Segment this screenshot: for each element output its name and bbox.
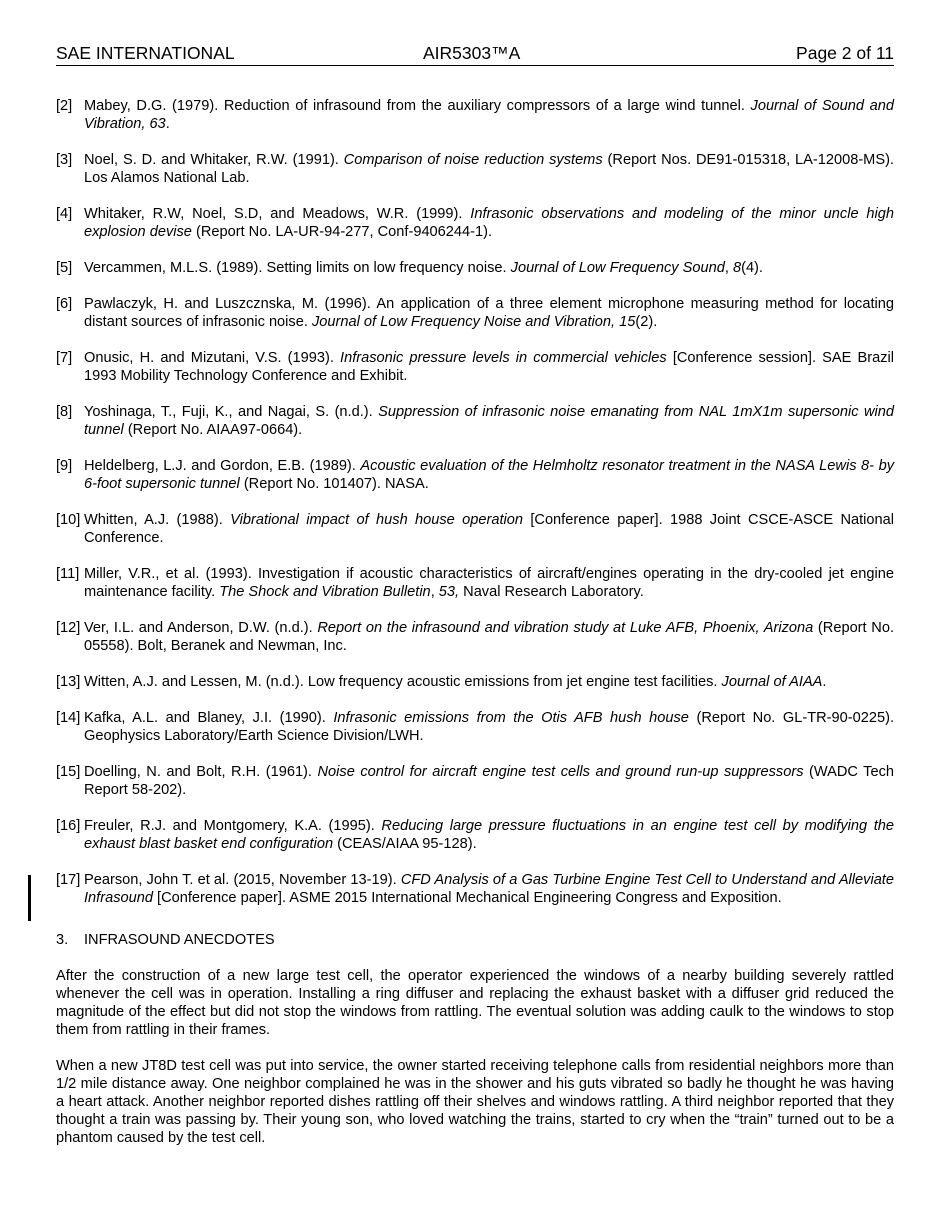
reference-text: (WADC Tech Report 58-202). xyxy=(84,764,894,798)
reference-entry xyxy=(56,259,894,277)
reference-text: (Report No. 05558). Bolt, Beranek and Newman, Inc. xyxy=(84,620,894,654)
section-infrasound-anecdotes xyxy=(56,931,894,1165)
reference-number: [14] xyxy=(56,710,81,726)
reference-text: (Report No. LA-UR-94-277, Conf-9406244-1). xyxy=(191,224,493,240)
reference-entry xyxy=(56,817,894,853)
reference-text: (2). xyxy=(635,314,658,330)
section-number: 3. xyxy=(56,932,69,948)
reference-number: [13] xyxy=(56,674,81,690)
reference-text: (4). xyxy=(741,260,763,276)
reference-number: [15] xyxy=(56,764,81,780)
reference-entry xyxy=(56,205,894,241)
reference-title: Infrasonic observations and modeling of the minor uncle high explosion devise xyxy=(84,206,894,240)
reference-number: [3] xyxy=(56,152,73,168)
reference-number: [11] xyxy=(56,566,80,582)
reference-number: [7] xyxy=(56,350,73,366)
reference-text: (Report No. 101407). NASA. xyxy=(239,476,429,492)
reference-title: Journal of AIAA xyxy=(721,674,823,690)
reference-text: . xyxy=(165,116,170,132)
reference-text: Pawlaczyk, H. and Luszcznska, M. (1996). An application of a three element microphone measuring method for locating distant sources of infrasonic noise. xyxy=(84,296,894,330)
reference-entry xyxy=(56,871,894,907)
reference-entry xyxy=(56,565,894,601)
reference-text: Mabey, D.G. (1979). Reduction of infrasound from the auxiliary compressors of a large wind tunnel. xyxy=(84,98,751,114)
reference-entry xyxy=(56,295,894,331)
reference-title: The Shock and Vibration Bulletin xyxy=(219,584,431,600)
reference-text: Vercammen, M.L.S. (1989). Setting limits on low frequency noise. xyxy=(84,260,511,276)
reference-title: Noise control for aircraft engine test cells and ground run-up suppressors xyxy=(317,764,804,780)
reference-text: Kafka, A.L. and Blaney, J.I. (1990). xyxy=(84,710,334,726)
reference-entry xyxy=(56,97,894,133)
reference-text: Onusic, H. and Mizutani, V.S. (1993). xyxy=(84,350,341,366)
reference-title: Report on the infrasound and vibration study at Luke AFB, Phoenix, Arizona xyxy=(317,620,814,636)
reference-text: (Report No. GL-TR-90-0225). Geophysics Laboratory/Earth Science Division/LWH. xyxy=(84,710,895,744)
reference-title: Reducing large pressure fluctuations in an engine test cell by modifying the exhaust blast basket end configuration xyxy=(84,818,894,852)
reference-text: Doelling, N. and Bolt, R.H. (1961). xyxy=(84,764,318,780)
reference-text: (Report Nos. DE91-015318, LA-12008-MS). Los Alamos National Lab. xyxy=(84,152,894,186)
paragraph: When a new JT8D test cell was put into service, the owner started receiving telephone calls from residential neighbors more than 1/2 mile distance away. One neighbor complained he was in the shower and his guts vibrated so badly he thought he was having a heart attack. Another neighbor reported dishes rattling off their shelves and windows rattling. A third neighbor reported that they thought a train was passing by. Their young son, who loved watching the trains, started to cry when the “train” turned out to be a phantom caused by the test cell. xyxy=(56,1058,894,1146)
reference-number: [9] xyxy=(56,458,73,474)
reference-title: Vibrational impact of hush house operation xyxy=(230,512,523,528)
revision-change-bar xyxy=(28,875,31,921)
header-document-number: AIR5303™A xyxy=(423,43,521,63)
reference-text: Pearson, John T. et al. (2015, November 13-19). xyxy=(84,872,401,888)
page-header xyxy=(56,43,894,66)
reference-text: Witten, A.J. and Lessen, M. (n.d.). Low frequency acoustic emissions from jet engine test facilities. xyxy=(84,674,722,690)
reference-title: Journal of Low Frequency Noise and Vibration, 15 xyxy=(311,314,636,330)
reference-number: [5] xyxy=(56,260,73,276)
reference-text: , xyxy=(430,584,439,600)
reference-text: Noel, S. D. and Whitaker, R.W. (1991). xyxy=(84,152,344,168)
reference-title: CFD Analysis of a Gas Turbine Engine Test Cell to Understand and Alleviate Infrasound xyxy=(84,872,894,906)
reference-text: Miller, V.R., et al. (1993). Investigation if acoustic characteristics of aircraft/engines operating in the dry-cooled jet engine maintenance facility. xyxy=(84,566,894,600)
reference-entry xyxy=(56,403,894,439)
reference-number: [12] xyxy=(56,620,81,636)
reference-number: [4] xyxy=(56,206,73,222)
reference-title: Suppression of infrasonic noise emanating from NAL 1mX1m supersonic wind tunnel xyxy=(84,404,894,438)
reference-number: [8] xyxy=(56,404,73,420)
reference-text: . xyxy=(822,674,827,690)
reference-text: , xyxy=(724,260,733,276)
reference-entry xyxy=(56,763,894,799)
reference-number: [6] xyxy=(56,296,73,312)
reference-title: Infrasonic emissions from the Otis AFB hush house xyxy=(333,710,689,726)
reference-entry xyxy=(56,709,894,745)
section-title: INFRASOUND ANECDOTES xyxy=(84,932,275,948)
reference-number: [17] xyxy=(56,872,81,888)
reference-text: Freuler, R.J. and Montgomery, K.A. (1995). xyxy=(84,818,382,834)
reference-text: [Conference paper]. 1988 Joint CSCE-ASCE National Conference. xyxy=(84,512,894,546)
header-organization: SAE INTERNATIONAL xyxy=(56,43,235,63)
section-heading xyxy=(56,931,894,949)
reference-text: [Conference paper]. ASME 2015 International Mechanical Engineering Congress and Exposition. xyxy=(152,890,782,906)
reference-text: Heldelberg, L.J. and Gordon, E.B. (1989). xyxy=(84,458,361,474)
reference-number: [2] xyxy=(56,98,73,114)
reference-title: Infrasonic pressure levels in commercial vehicles xyxy=(340,350,667,366)
reference-entry xyxy=(56,619,894,655)
reference-volume: 53, xyxy=(438,584,460,600)
reference-title: Journal of Low Frequency Sound xyxy=(510,260,725,276)
header-page-number: Page 2 of 11 xyxy=(796,43,894,63)
reference-entry xyxy=(56,457,894,493)
reference-text: Yoshinaga, T., Fuji, K., and Nagai, S. (n.d.). xyxy=(84,404,379,420)
reference-text: Ver, I.L. and Anderson, D.W. (n.d.). xyxy=(84,620,318,636)
reference-title: Journal of Sound and Vibration, 63 xyxy=(84,98,894,132)
reference-number: [16] xyxy=(56,818,81,834)
reference-text: [Conference session]. SAE Brazil 1993 Mobility Technology Conference and Exhibit. xyxy=(84,350,894,384)
paragraph: After the construction of a new large test cell, the operator experienced the windows of a nearby building severely rattled whenever the cell was in operation. Installing a ring diffuser and replacing the exhaust basket with a diffuser grid reduced the magnitude of the effect but did not stop the windows from rattling. The eventual solution was adding caulk to the windows to stop them from rattling in their frames. xyxy=(56,968,894,1038)
reference-text: Whitaker, R.W, Noel, S.D, and Meadows, W.R. (1999). xyxy=(84,206,471,222)
reference-text: Whitten, A.J. (1988). xyxy=(84,512,231,528)
reference-title: Comparison of noise reduction systems xyxy=(343,152,603,168)
reference-text: Naval Research Laboratory. xyxy=(459,584,644,600)
reference-entry xyxy=(56,349,894,385)
reference-number: [10] xyxy=(56,512,81,528)
reference-title: Acoustic evaluation of the Helmholtz resonator treatment in the NASA Lewis 8- by 6-foot supersonic tunnel xyxy=(84,458,895,492)
reference-list xyxy=(56,97,894,925)
reference-entry xyxy=(56,673,894,691)
reference-volume: 8 xyxy=(732,260,742,276)
reference-text: (CEAS/AIAA 95-128). xyxy=(333,836,477,852)
reference-text: (Report No. AIAA97-0664). xyxy=(123,422,303,438)
reference-entry xyxy=(56,151,894,187)
reference-entry xyxy=(56,511,894,547)
